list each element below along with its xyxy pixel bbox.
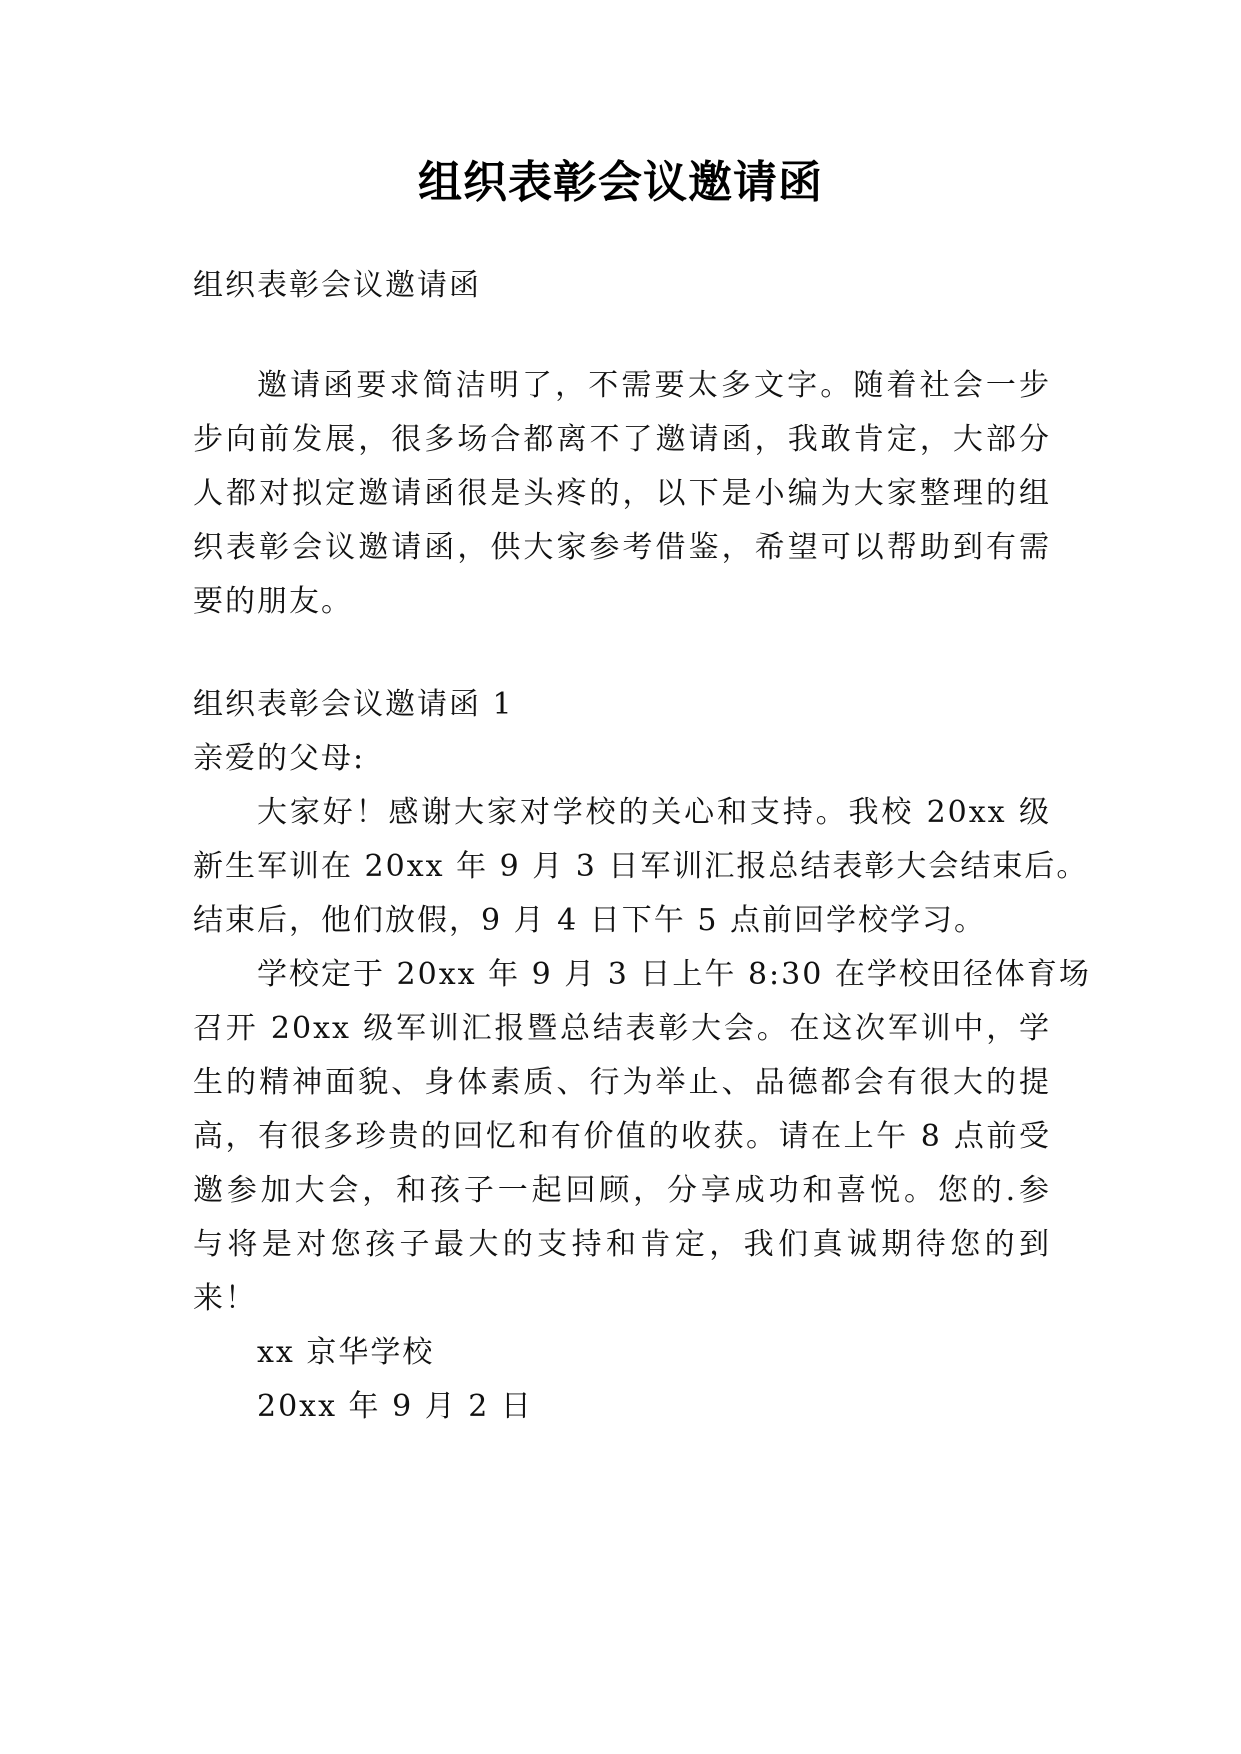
paragraph-line: 结束后，他们放假，9 月 4 日下午 5 点前回学校学习。 [193,903,986,938]
intro-line: 邀请函要求简洁明了，不需要太多文字。随着社会一步 [257,368,1051,403]
paragraph-line: 高，有很多珍贵的回忆和有价值的收获。请在上午 8 点前受 [193,1119,1051,1154]
paragraph-line: 学校定于 20xx 年 9 月 3 日上午 8:30 在学校田径体育场 [257,957,1091,992]
salutation: 亲爱的父母: [193,741,366,776]
paragraph-line: 召开 20xx 级军训汇报暨总结表彰大会。在这次军训中，学 [193,1011,1051,1046]
document-subtitle: 组织表彰会议邀请函 [193,268,481,303]
signature-date: 20xx 年 9 月 2 日 [257,1389,533,1424]
intro-line: 织表彰会议邀请函，供大家参考借鉴，希望可以帮助到有需 [193,530,1051,565]
paragraph-line: 新生军训在 20xx 年 9 月 3 日军训汇报总结表彰大会结束后。 [193,849,1089,884]
section-heading: 组织表彰会议邀请函 1 [193,687,514,722]
intro-line: 要的朋友。 [193,584,353,619]
intro-line: 步向前发展，很多场合都离不了邀请函，我敢肯定，大部分 [193,422,1051,457]
paragraph-line: 邀参加大会，和孩子一起回顾，分享成功和喜悦。您的.参 [193,1173,1051,1208]
paragraph-line: 生的精神面貌、身体素质、行为举止、品德都会有很大的提 [193,1065,1051,1100]
intro-line: 人都对拟定邀请函很是头疼的，以下是小编为大家整理的组 [193,476,1051,511]
paragraph-line: 来！ [193,1281,257,1316]
paragraph-line: 与将是对您孩子最大的支持和肯定，我们真诚期待您的到 [193,1227,1051,1262]
signature-school: xx 京华学校 [257,1335,435,1370]
paragraph-line: 大家好！感谢大家对学校的关心和支持。我校 20xx 级 [257,795,1051,830]
document-title: 组织表彰会议邀请函 [418,157,823,208]
